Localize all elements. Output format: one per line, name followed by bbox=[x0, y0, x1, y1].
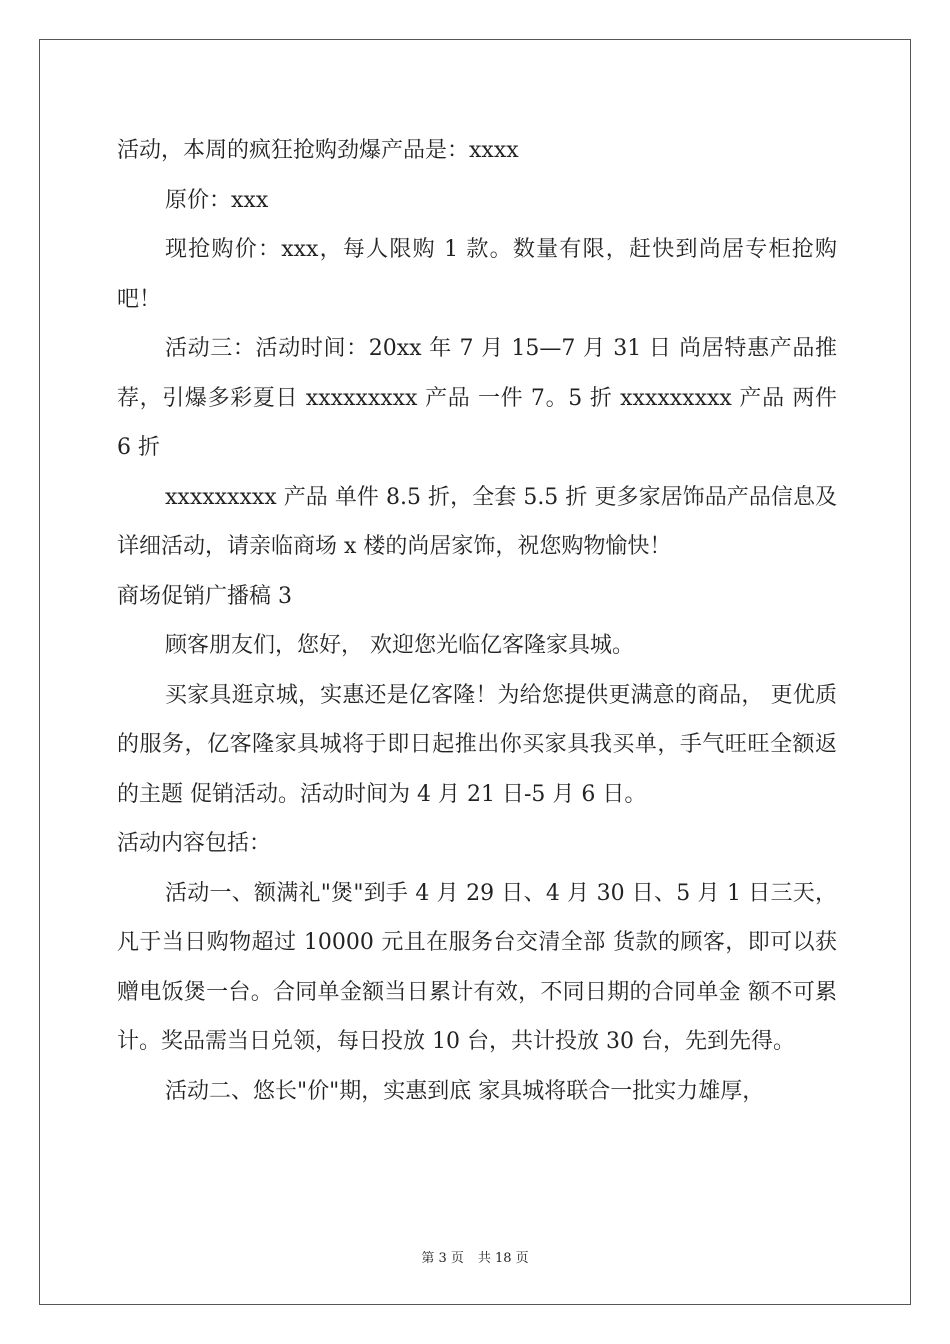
paragraph-8: 买家具逛京城，实惠还是亿客隆！为给您提供更满意的商品， 更优质的服务，亿客隆家具城将于即日起推出你买家具我买单，手气旺旺全额返的主题 促销活动。活动时间为 4 月 21 日-5 月 6 日。 bbox=[117, 682, 837, 807]
paragraph-1: 活动，本周的疯狂抢购劲爆产品是：xxxx bbox=[117, 138, 519, 163]
paragraph-2: 原价：xxx bbox=[165, 187, 269, 213]
page-footer bbox=[0, 1247, 950, 1266]
section-heading: 商场促销广播稿 3 bbox=[117, 583, 292, 609]
paragraph-7: 顾客朋友们，您好， 欢迎您光临亿客隆家具城。 bbox=[165, 633, 634, 658]
paragraph-3: 现抢购价：xxx，每人限购 1 款。数量有限，赶快到尚居专柜抢购吧！ bbox=[117, 237, 837, 312]
paragraph-10: 活动一、额满礼"煲"到手 4 月 29 日、4 月 30 日、5 月 1 日三天，凡于当日购物超过 10000 元且在服务台交清全部 货款的顾客，即可以获赠电饭煲一台。合同单金额当日累计有效，不同日期的合同单金 额不可累计。奖品需当日兑领，每日投放 10 台，共计投放 30 台，先到先得。 bbox=[117, 880, 837, 1054]
document-body bbox=[117, 126, 837, 1116]
paragraph-11: 活动二、悠长"价"期，实惠到底 家具城将联合一批实力雄厚， bbox=[165, 1078, 765, 1104]
page-total: 共 18 页 bbox=[477, 1251, 529, 1266]
paragraph-9: 活动内容包括： bbox=[117, 831, 272, 856]
paragraph-4: 活动三：活动时间：20xx 年 7 月 15—7 月 31 日 尚居特惠产品推荐，引爆多彩夏日 xxxxxxxxx 产品 一件 7。5 折 xxxxxxxxx 产品 两件 6 折 bbox=[117, 336, 837, 460]
page-number: 第 3 页 bbox=[421, 1251, 464, 1266]
paragraph-5: xxxxxxxxx 产品 单件 8.5 折，全套 5.5 折 更多家居饰品产品信息及详细活动，请亲临商场 x 楼的尚居家饰，祝您购物愉快！ bbox=[117, 484, 837, 559]
